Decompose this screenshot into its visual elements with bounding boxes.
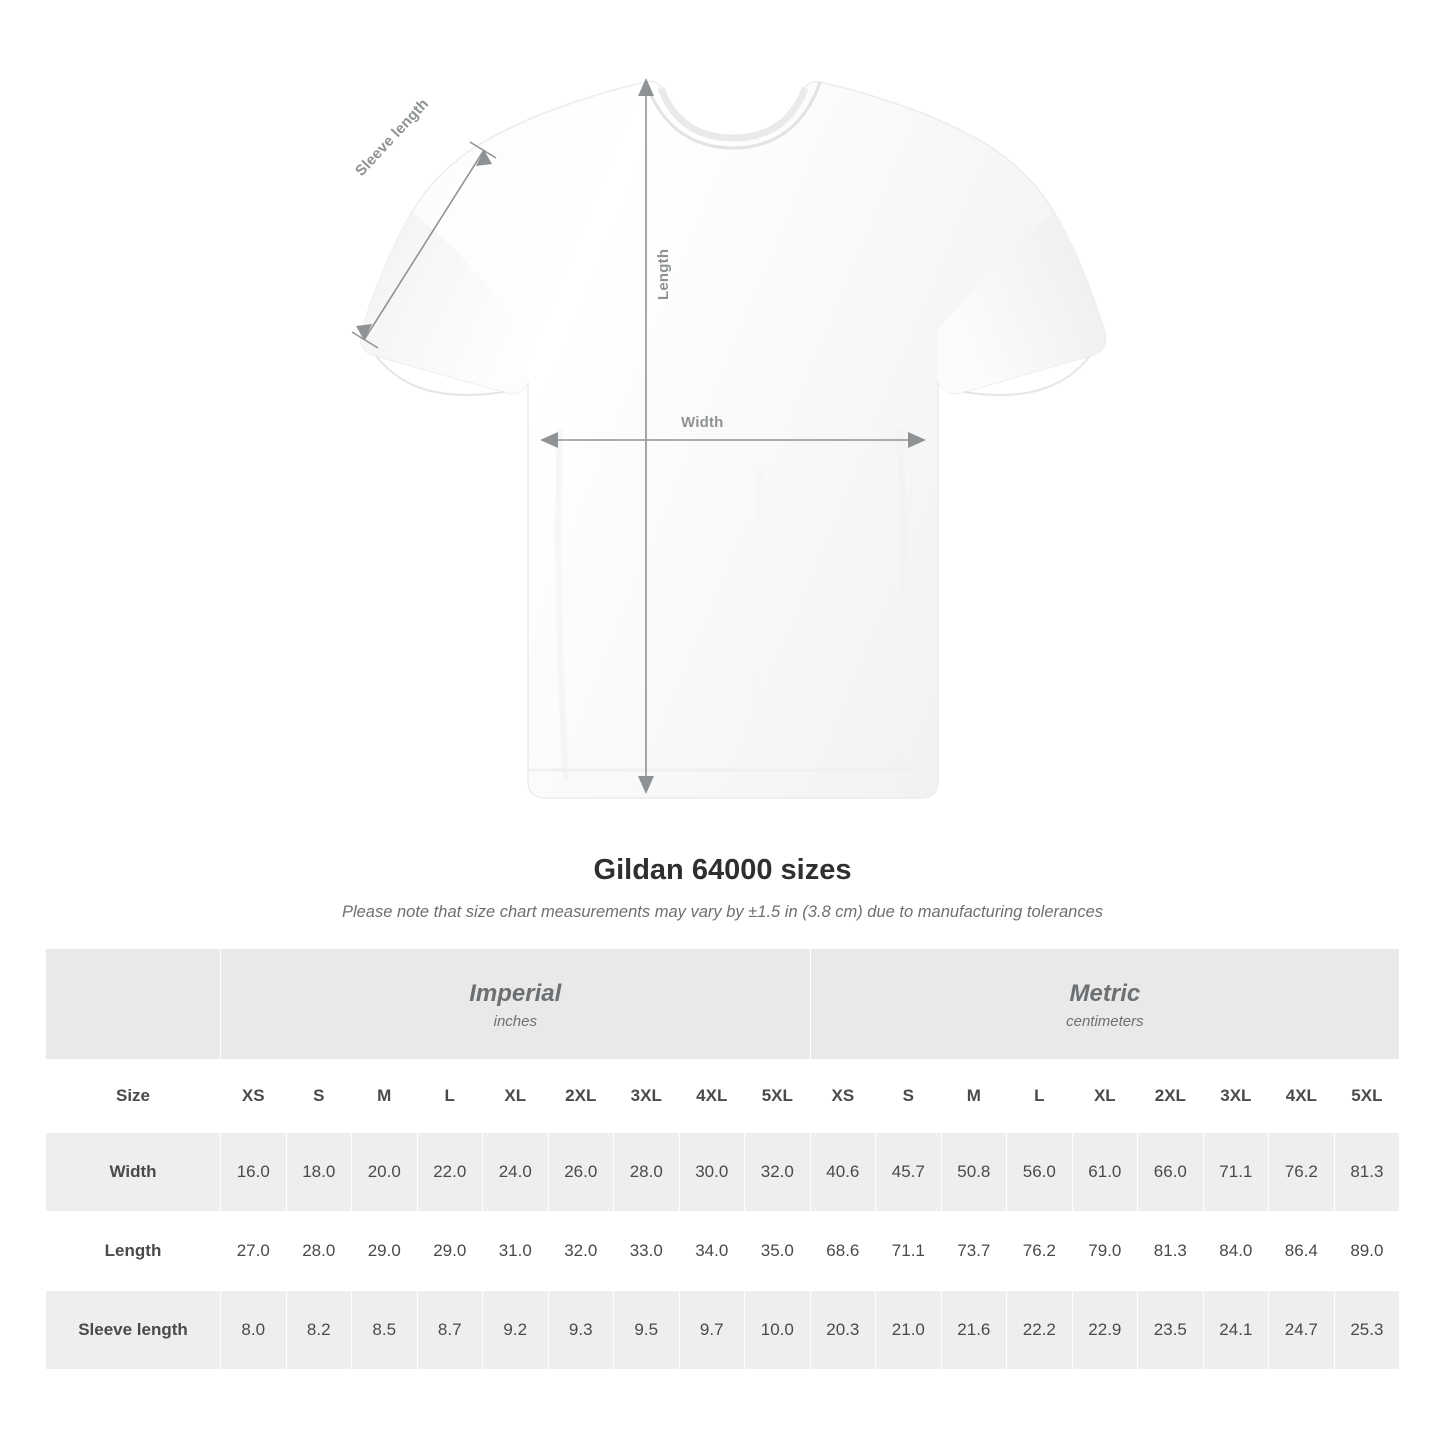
- width-imperial-5xl: 32.0: [745, 1133, 811, 1212]
- sleeve-metric-5xl: 25.3: [1334, 1291, 1400, 1370]
- width-metric-5xl: 81.3: [1334, 1133, 1400, 1212]
- width-metric-2xl: 66.0: [1138, 1133, 1204, 1212]
- imperial-unit-name: Imperial: [469, 979, 562, 1007]
- sleeve-metric-m: 21.6: [941, 1291, 1007, 1370]
- size-metric-m: M: [941, 1060, 1007, 1133]
- sleeve-metric-l: 22.2: [1007, 1291, 1073, 1370]
- sleeve-imperial-m: 8.5: [352, 1291, 418, 1370]
- size-metric-xl: XL: [1072, 1060, 1138, 1133]
- size-imperial-xs: XS: [221, 1060, 287, 1133]
- length-metric-3xl: 84.0: [1203, 1212, 1269, 1291]
- metric-header-cell: [810, 949, 1400, 1060]
- size-metric-xs: XS: [810, 1060, 876, 1133]
- size-metric-l: L: [1007, 1060, 1073, 1133]
- size-imperial-l: L: [417, 1060, 483, 1133]
- width-metric-l: 56.0: [1007, 1133, 1073, 1212]
- size-imperial-3xl: 3XL: [614, 1060, 680, 1133]
- row-label-sleeve-length: Sleeve length: [46, 1291, 221, 1370]
- width-metric-4xl: 76.2: [1269, 1133, 1335, 1212]
- width-imperial-3xl: 28.0: [614, 1133, 680, 1212]
- sleeve-imperial-l: 8.7: [417, 1291, 483, 1370]
- width-imperial-l: 22.0: [417, 1133, 483, 1212]
- tolerance-note: Please note that size chart measurements may vary by ±1.5 in (3.8 cm) due to manufacturing tolerances: [341, 903, 1104, 921]
- length-dimension-label: Length: [655, 248, 672, 300]
- size-imperial-m: M: [352, 1060, 418, 1133]
- length-metric-xs: 68.6: [810, 1212, 876, 1291]
- length-metric-l: 76.2: [1007, 1212, 1073, 1291]
- sleeve-metric-xl: 22.9: [1072, 1291, 1138, 1370]
- imperial-unit-sub: inches: [493, 1012, 537, 1030]
- row-label-length: Length: [46, 1212, 221, 1291]
- length-imperial-4xl: 34.0: [679, 1212, 745, 1291]
- sleeve-imperial-4xl: 9.7: [679, 1291, 745, 1370]
- width-imperial-m: 20.0: [352, 1133, 418, 1212]
- size-imperial-xl: XL: [483, 1060, 549, 1133]
- sleeve-metric-3xl: 24.1: [1203, 1291, 1269, 1370]
- length-metric-4xl: 86.4: [1269, 1212, 1335, 1291]
- size-metric-2xl: 2XL: [1138, 1060, 1204, 1133]
- length-metric-2xl: 81.3: [1138, 1212, 1204, 1291]
- row-label-width: Width: [46, 1133, 221, 1212]
- length-imperial-s: 28.0: [286, 1212, 352, 1291]
- page-title: Gildan 64000 sizes: [593, 854, 852, 886]
- size-imperial-4xl: 4XL: [679, 1060, 745, 1133]
- table-row-length: [46, 1212, 1400, 1291]
- table-corner-cell: [46, 949, 221, 1060]
- width-imperial-xl: 24.0: [483, 1133, 549, 1212]
- length-imperial-l: 29.0: [417, 1212, 483, 1291]
- width-metric-3xl: 71.1: [1203, 1133, 1269, 1212]
- width-imperial-s: 18.0: [286, 1133, 352, 1212]
- size-metric-4xl: 4XL: [1269, 1060, 1335, 1133]
- width-metric-m: 50.8: [941, 1133, 1007, 1212]
- sleeve-metric-4xl: 24.7: [1269, 1291, 1335, 1370]
- sleeve-imperial-2xl: 9.3: [548, 1291, 614, 1370]
- sleeve-length-dimension-label: Sleeve length: [352, 95, 433, 180]
- length-metric-s: 71.1: [876, 1212, 942, 1291]
- width-imperial-xs: 16.0: [221, 1133, 287, 1212]
- sleeve-metric-xs: 20.3: [810, 1291, 876, 1370]
- length-imperial-m: 29.0: [352, 1212, 418, 1291]
- width-metric-xl: 61.0: [1072, 1133, 1138, 1212]
- unit-header-row: [46, 949, 1400, 1060]
- table-row-width: [46, 1133, 1400, 1212]
- width-metric-s: 45.7: [876, 1133, 942, 1212]
- size-metric-s: S: [876, 1060, 942, 1133]
- size-row-label: Size: [46, 1060, 221, 1133]
- sleeve-metric-s: 21.0: [876, 1291, 942, 1370]
- length-imperial-2xl: 32.0: [548, 1212, 614, 1291]
- sleeve-imperial-s: 8.2: [286, 1291, 352, 1370]
- metric-unit-name: Metric: [1069, 979, 1141, 1007]
- length-metric-m: 73.7: [941, 1212, 1007, 1291]
- metric-unit-sub: centimeters: [1066, 1012, 1144, 1030]
- size-metric-5xl: 5XL: [1334, 1060, 1400, 1133]
- length-metric-5xl: 89.0: [1334, 1212, 1400, 1291]
- length-imperial-xl: 31.0: [483, 1212, 549, 1291]
- length-imperial-5xl: 35.0: [745, 1212, 811, 1291]
- size-imperial-2xl: 2XL: [548, 1060, 614, 1133]
- sleeve-imperial-3xl: 9.5: [614, 1291, 680, 1370]
- size-imperial-5xl: 5XL: [745, 1060, 811, 1133]
- size-chart-table: [45, 948, 1400, 1370]
- width-imperial-2xl: 26.0: [548, 1133, 614, 1212]
- size-chart-table-wrapper: [45, 948, 1400, 1370]
- length-imperial-3xl: 33.0: [614, 1212, 680, 1291]
- sleeve-imperial-5xl: 10.0: [745, 1291, 811, 1370]
- length-metric-xl: 79.0: [1072, 1212, 1138, 1291]
- size-metric-3xl: 3XL: [1203, 1060, 1269, 1133]
- width-metric-xs: 40.6: [810, 1133, 876, 1212]
- sleeve-imperial-xs: 8.0: [221, 1291, 287, 1370]
- table-row-sleeve-length: [46, 1291, 1400, 1370]
- width-imperial-4xl: 30.0: [679, 1133, 745, 1212]
- sleeve-imperial-xl: 9.2: [483, 1291, 549, 1370]
- imperial-header-cell: [221, 949, 811, 1060]
- sleeve-metric-2xl: 23.5: [1138, 1291, 1204, 1370]
- size-row: [46, 1060, 1400, 1133]
- size-imperial-s: S: [286, 1060, 352, 1133]
- length-imperial-xs: 27.0: [221, 1212, 287, 1291]
- width-dimension-label: Width: [681, 414, 724, 431]
